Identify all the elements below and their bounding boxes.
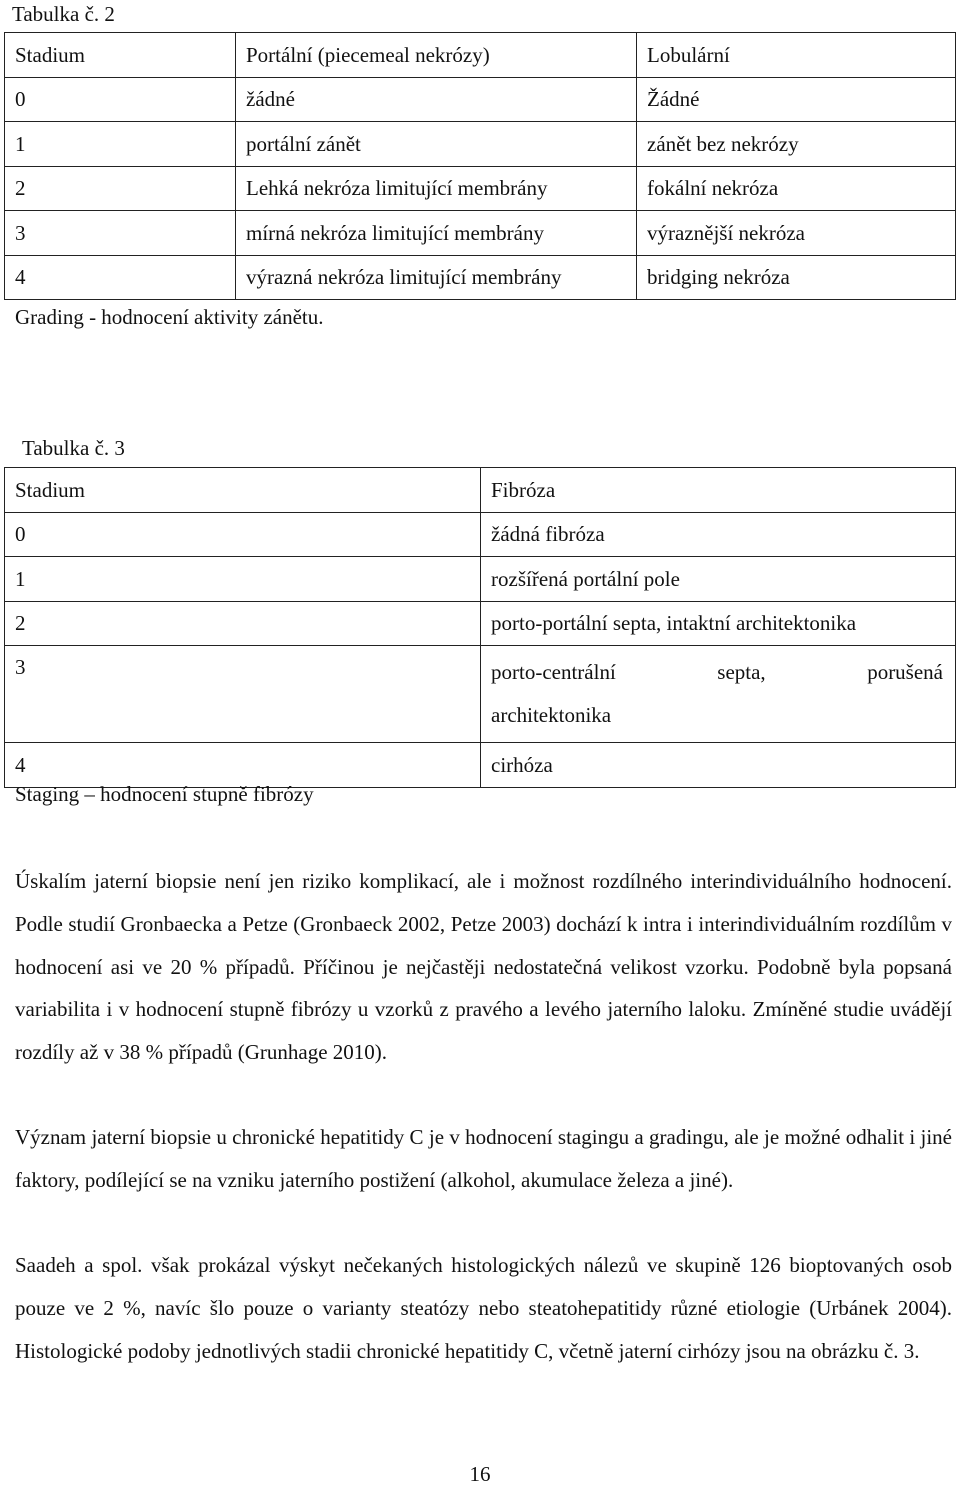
table-cell: fokální nekróza	[637, 166, 956, 211]
cell-word: porto-centrální	[491, 660, 616, 684]
table-cell: 3	[5, 211, 236, 256]
page-number: 16	[469, 1462, 491, 1486]
table3-caption: Tabulka č. 3	[22, 436, 125, 460]
table-header-row	[5, 468, 956, 513]
table-cell: Žádné	[637, 77, 956, 122]
header-cell-lobular: Lobulární	[637, 33, 956, 78]
table-row	[5, 255, 956, 300]
table-header-row	[5, 33, 956, 78]
table-2-grading	[4, 32, 956, 300]
wrapped-cell-content	[491, 651, 945, 737]
table-cell: 0	[5, 512, 481, 557]
table-cell: 1	[5, 122, 236, 167]
table-cell: Lehká nekróza limitující membrány	[236, 166, 637, 211]
header-cell-stadium: Stadium	[5, 33, 236, 78]
body-paragraph-1: Úskalím jaterní biopsie není jen riziko komplikací, ale i možnost rozdílného interindividuálního hodnocení. Podle studií Gronbaecka a Petze (Gronbaeck 2002, Petze 2003) dochází k intra i interindividuálním rozdílům v hodnocení asi ve 20 % případů. Příčinou je nejčastěji nedostatečná velikost vzorku. Podobně byla popsaná variabilita i v hodnocení stupně fibrózy u vzorků z pravého a levého jaterního laloku. Zmíněné studie uvádějí rozdíly až v 38 % případů (Grunhage 2010).	[15, 869, 952, 1065]
table-cell: výraznější nekróza	[637, 211, 956, 256]
table-cell: 4	[5, 743, 481, 788]
table-cell: žádné	[236, 77, 637, 122]
table-cell: výrazná nekróza limitující membrány	[236, 255, 637, 300]
table-cell: 1	[5, 557, 481, 602]
cell-word: porušená	[867, 660, 943, 684]
table-cell: rozšířená portální pole	[481, 557, 956, 602]
header-cell-stadium: Stadium	[5, 468, 481, 513]
table2-caption: Tabulka č. 2	[12, 2, 115, 26]
table-cell: zánět bez nekrózy	[637, 122, 956, 167]
table-cell: mírná nekróza limitující membrány	[236, 211, 637, 256]
table-3-staging	[4, 467, 956, 788]
table2-footer: Grading - hodnocení aktivity zánětu.	[15, 305, 324, 329]
body-paragraph-3: Saadeh a spol. však prokázal výskyt nečekaných histologických nálezů ve skupině 126 bioptovaných osob pouze ve 2 %, navíc šlo pouze o varianty steatózy nebo steatohepatitidy různé etiologie (Urbánek 2004). Histologické podoby jednotlivých stadii chronické hepatitidy C, včetně jaterní cirhózy jsou na obrázku č. 3.	[15, 1253, 952, 1363]
table-cell: cirhóza	[481, 743, 956, 788]
table-cell: žádná fibróza	[481, 512, 956, 557]
wrapped-line-2: architektonika	[491, 703, 612, 727]
table-cell: bridging nekróza	[637, 255, 956, 300]
header-cell-fibrosis: Fibróza	[481, 468, 956, 513]
wrapped-line-1	[491, 651, 943, 694]
table-cell: 4	[5, 255, 236, 300]
table-cell: 2	[5, 601, 481, 646]
body-paragraph-2: Význam jaterní biopsie u chronické hepatitidy C je v hodnocení stagingu a gradingu, ale je možné odhalit i jiné faktory, podílející se na vzniku jaterního postižení (alkohol, akumulace železa a jiné).	[15, 1125, 952, 1192]
table-cell: 3	[5, 646, 481, 743]
table-row	[5, 743, 956, 788]
table-row	[5, 211, 956, 256]
table-cell: porto-portální septa, intaktní architektonika	[481, 601, 956, 646]
table-row	[5, 122, 956, 167]
table-cell: 0	[5, 77, 236, 122]
header-cell-portal: Portální (piecemeal nekrózy)	[236, 33, 637, 78]
table3-footer: Staging – hodnocení stupně fibrózy	[15, 782, 314, 806]
table-row	[5, 601, 956, 646]
table-row	[5, 557, 956, 602]
table-cell-wrapped	[481, 646, 956, 743]
table-row	[5, 512, 956, 557]
table-cell: 2	[5, 166, 236, 211]
table-row	[5, 166, 956, 211]
cell-word: septa,	[717, 660, 766, 684]
table-row	[5, 77, 956, 122]
table-row	[5, 646, 956, 743]
table-cell: portální zánět	[236, 122, 637, 167]
